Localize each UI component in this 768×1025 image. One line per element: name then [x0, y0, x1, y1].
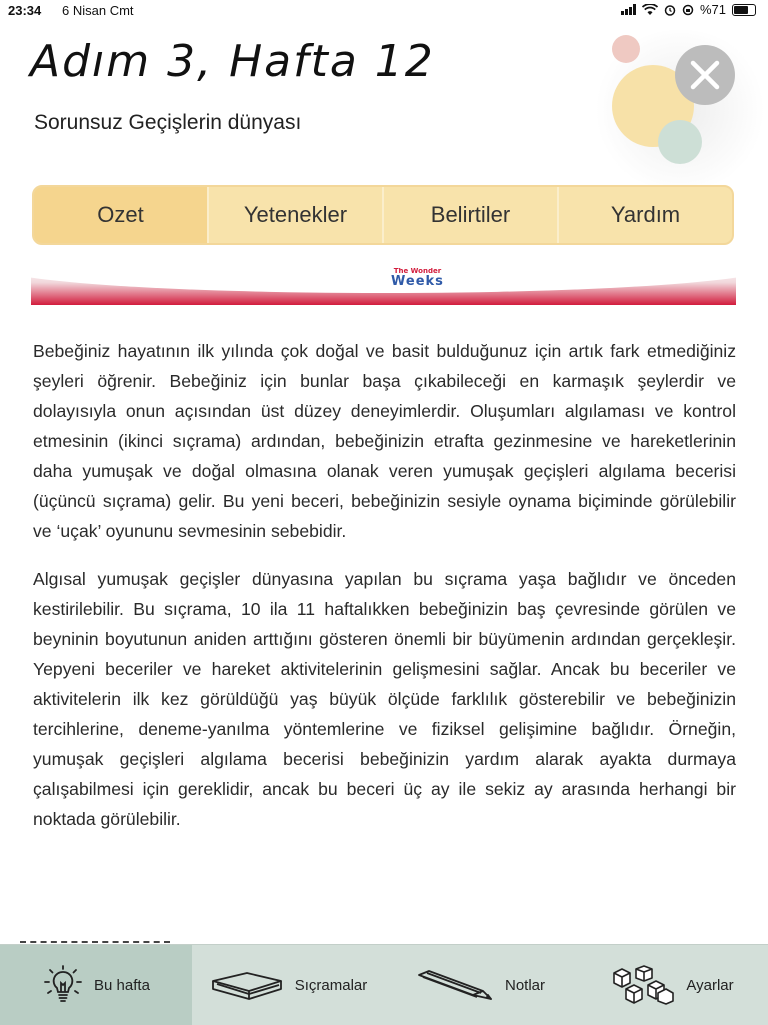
nav-label: Ayarlar — [686, 976, 734, 994]
lightbulb-icon — [42, 964, 84, 1006]
pencil-icon — [415, 967, 495, 1003]
tab-belirtiler[interactable] — [382, 187, 557, 243]
logo-small-text: The Wonder — [393, 268, 442, 275]
tab-yardim[interactable] — [557, 187, 732, 243]
bottom-navigation — [0, 944, 768, 1025]
alarm-icon — [664, 4, 676, 16]
battery-percent: %71 — [699, 2, 726, 17]
nav-label: Notlar — [504, 976, 545, 994]
wifi-icon — [642, 4, 658, 16]
decorative-circle-green — [658, 120, 702, 164]
brand-banner — [31, 268, 736, 305]
cubes-icon — [610, 965, 676, 1005]
tab-label: Yardım — [610, 202, 681, 227]
article-paragraph: Bebeğiniz hayatının ilk yılında çok doğal ve basit bulduğunuz için artık fark etmediğiniz şeyleri öğrenir. Bebeğiniz için bunlar başa çıkabileceği en karmaşık şeylerdir ve dolayısıyla onun açısından üst düzey deneyimlerdir. Oluşumları algılaması ve kontrol etmesinin (ikinci sıçrama) ardından, bebeğinizin etrafta gezinmesine ve hareketlerinin daha yumuşak ve doğal olmasına olanak veren yumuşak geçişleri algılama becerisi (üçüncü sıçrama) gelir. Bu yeni beceri, bebeğinizin sesiyle oynama biçiminde görülebilir ve ‘uçak’ oyununu sevmesinin sebebidir. — [33, 341, 736, 541]
status-date: 6 Nisan Cmt — [62, 3, 134, 18]
nav-item-bu-hafta[interactable] — [0, 945, 192, 1025]
status-bar — [0, 0, 768, 22]
nav-item-ayarlar[interactable] — [576, 945, 768, 1025]
nav-item-sicramalar[interactable] — [192, 945, 384, 1025]
tab-ozet[interactable] — [34, 187, 207, 243]
logo-big-text: Weeks — [391, 274, 444, 289]
article-paragraph: Algısal yumuşak geçişler dünyasına yapılan bu sıçrama yaşa bağlıdır ve önceden kestirilebilir. Bu sıçrama, 10 ila 11 haftalıkken bebeğinizin baş çevresinde görülen ve beyninin boyutunun aniden arttığını gösteren önemli bir büyümenin ardından gerçekleşir. Yepyeni beceriler ve hareket aktivitelerinin gelişmesini sağlar. Ancak bu beceriler ve aktivitelerin ilk kez görüldüğü yaş büyük ölçüde farklılık gösterebilir ve bebeğinizin tercihlerine, deneme-yanılma yöntemlerine ve fiziksel gelişimine bağlıdır. Örneğin, yumuşak geçişleri algılama becerisi bebeğinizin yardım alarak ayakta durmaya çalışabilmesi için gereklidir, ancak bu beceri üç ay ile sekiz ay arasında herhangi bir noktada görülebilir. — [33, 569, 736, 829]
tab-label: Ozet — [97, 202, 144, 227]
section-divider — [20, 941, 170, 943]
close-icon — [688, 58, 722, 92]
nav-label: Sıçramalar — [294, 976, 368, 994]
tab-yetenekler[interactable] — [207, 187, 382, 243]
battery-icon — [732, 4, 756, 16]
tab-label: Yetenekler — [243, 202, 348, 227]
close-button[interactable] — [675, 45, 735, 105]
nav-label: Bu hafta — [94, 976, 150, 994]
section-tabs — [32, 185, 734, 245]
page-subtitle: Sorunsuz Geçişlerin dünyası — [34, 111, 302, 134]
book-icon — [209, 967, 285, 1003]
decorative-circle-pink — [612, 35, 640, 63]
cellular-signal-icon — [621, 4, 636, 15]
rotation-lock-icon — [682, 4, 694, 16]
status-indicators — [621, 2, 756, 17]
banner-curve — [31, 268, 736, 293]
nav-item-notlar[interactable] — [384, 945, 576, 1025]
tab-label: Belirtiler — [430, 202, 511, 227]
status-time: 23:34 — [8, 3, 42, 18]
wonder-weeks-logo — [391, 268, 444, 288]
article-content — [33, 336, 736, 852]
page-title: Adım 3, Hafta 12 — [30, 36, 435, 87]
